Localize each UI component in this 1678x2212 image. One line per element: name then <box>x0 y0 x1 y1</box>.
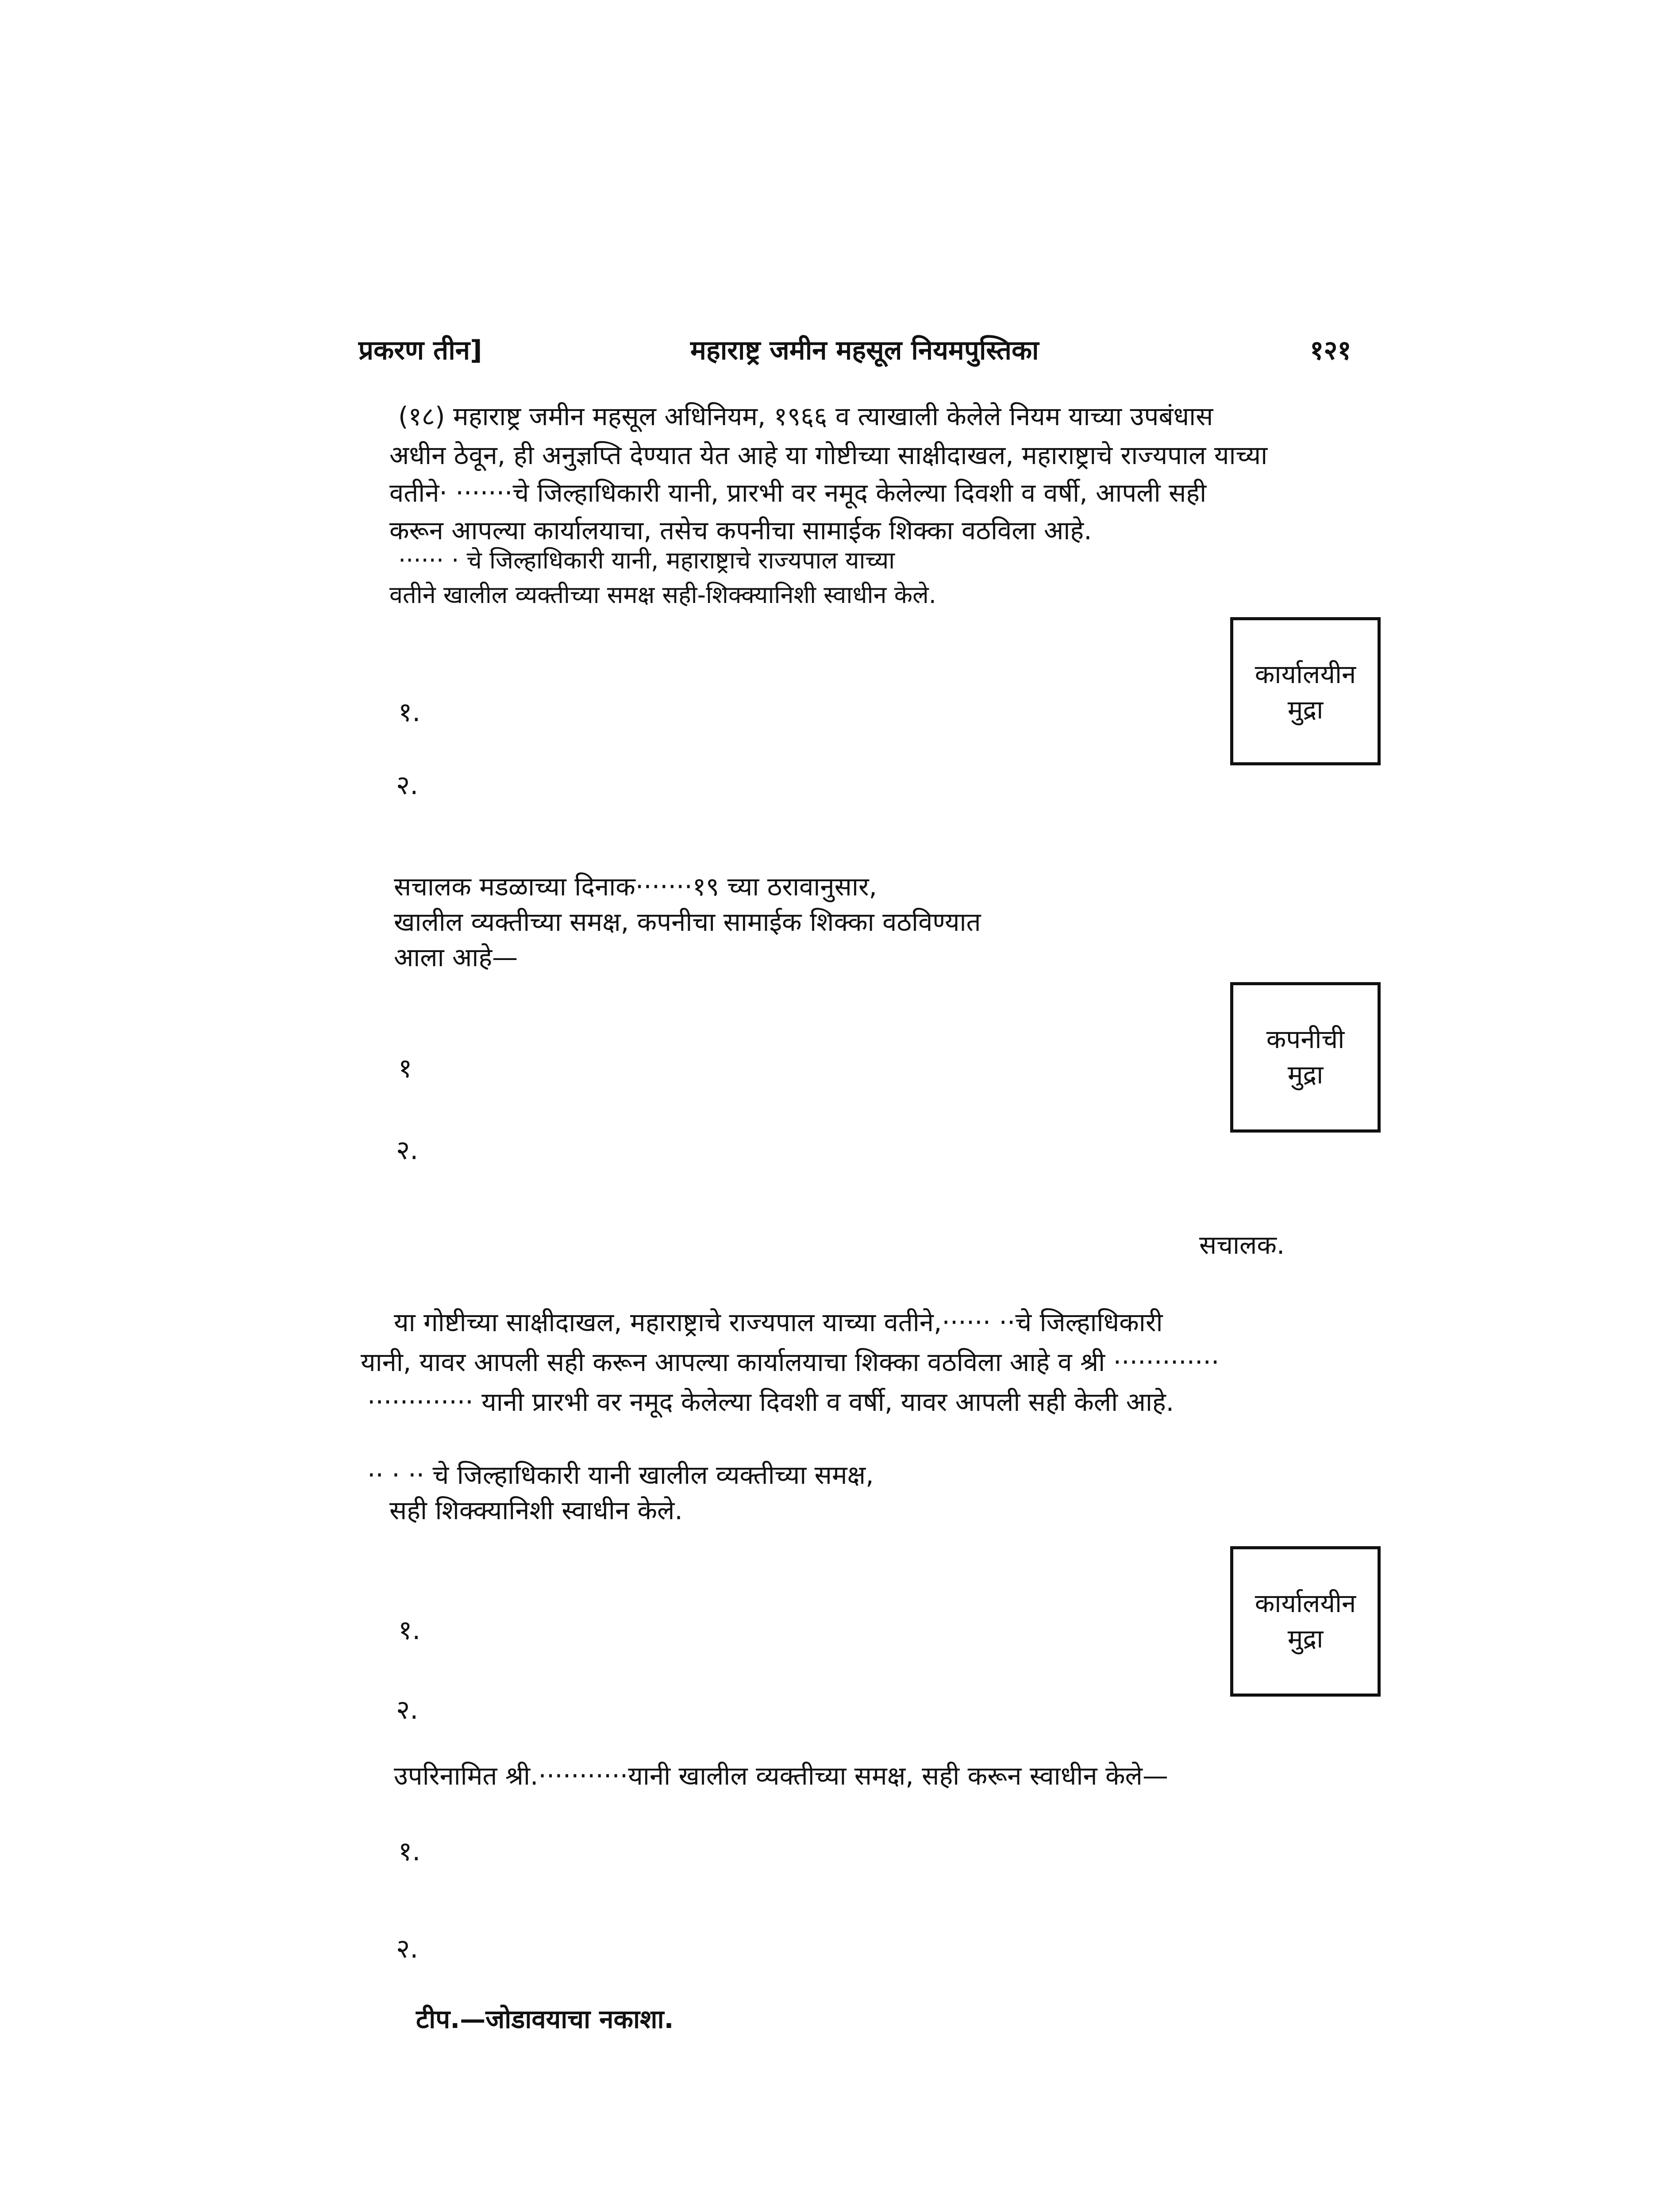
seal-label: मुद्रा <box>1287 1624 1324 1654</box>
seal-label: कार्यालयीन <box>1255 659 1356 689</box>
office-seal-box <box>1230 617 1381 765</box>
paragraph-line: या गोष्टीच्या साक्षीदाखल, महाराष्ट्राचे राज्यपाल याच्या वतीने,······ ··चे जिल्हाधिकारी <box>394 1307 1163 1337</box>
paragraph-line: सही शिक्क्यानिशी स्वाधीन केले. <box>389 1495 683 1525</box>
paragraph-line: ·· · ·· चे जिल्हाधिकारी यानी खालील व्यक्तीच्या समक्ष, <box>367 1460 874 1490</box>
company-seal-box <box>1230 982 1381 1133</box>
seal-label: मुद्रा <box>1287 695 1324 725</box>
witness-number: १. <box>398 1836 421 1867</box>
note-text: टीप.—जोडावयाचा नकाशा. <box>416 2004 674 2034</box>
witness-number: २. <box>396 1933 419 1964</box>
paragraph-line: करून आपल्या कार्यालयाचा, तसेच कपनीचा सामाईक शिक्का वठविला आहे. <box>389 515 1092 545</box>
paragraph-line: ············· यानी प्रारभी वर नमूद केलेल्या दिवशी व वर्षी, यावर आपली सही केली आहे. <box>367 1387 1174 1417</box>
witness-number: २. <box>396 1694 419 1725</box>
paragraph-line: उपरिनामित श्री.···········यानी खालील व्यक्तीच्या समक्ष, सही करून स्वाधीन केले— <box>394 1761 1168 1791</box>
witness-number: १. <box>398 1615 421 1646</box>
seal-label: कपनीची <box>1266 1024 1345 1054</box>
paragraph-line: खालील व्यक्तीच्या समक्ष, कपनीचा सामाईक शिक्का वठविण्यात <box>394 907 981 937</box>
paragraph-line: वतीने· ·······चे जिल्हाधिकारी यानी, प्रारभी वर नमूद केलेल्या दिवशी व वर्षी, आपली सही <box>389 478 1207 508</box>
seal-label: मुद्रा <box>1287 1060 1324 1090</box>
seal-label: कार्यालयीन <box>1255 1588 1356 1618</box>
paragraph-line: (१८) महाराष्ट्र जमीन महसूल अधिनियम, १९६६ व त्याखाली केलेले नियम याच्या उपबंधास <box>398 401 1213 431</box>
paragraph-line: अधीन ठेवून, ही अनुज्ञप्ति देण्यात येत आहे या गोष्टीच्या साक्षीदाखल, महाराष्ट्राचे राज्यपाल याच्या <box>389 440 1268 470</box>
witness-number: २. <box>396 770 419 801</box>
book-title: महाराष्ट्र जमीन महसूल नियमपुस्तिका <box>690 335 1039 366</box>
paragraph-line: यानी, यावर आपली सही करून आपल्या कार्यालयाचा शिक्का वठविला आहे व श्री ············· <box>361 1347 1220 1377</box>
witness-number: १ <box>398 1053 412 1084</box>
signatory-label: सचालक. <box>1199 1230 1285 1260</box>
witness-number: १. <box>398 697 421 728</box>
paragraph-line: वतीने खालील व्यक्तीच्या समक्ष सही-शिक्क्यानिशी स्वाधीन केले. <box>389 581 936 609</box>
office-seal-box <box>1230 1546 1381 1697</box>
chapter-label: प्रकरण तीन] <box>358 335 482 366</box>
paragraph-line: सचालक मडळाच्या दिनाक·······१९ च्या ठरावानुसार, <box>394 872 877 902</box>
page-number: १२१ <box>1310 335 1351 366</box>
paragraph-line: आला आहे— <box>394 942 518 972</box>
witness-number: २. <box>396 1135 419 1166</box>
paragraph-line: ······ · चे जिल्हाधिकारी यानी, महाराष्ट्राचे राज्यपाल याच्या <box>398 546 895 574</box>
